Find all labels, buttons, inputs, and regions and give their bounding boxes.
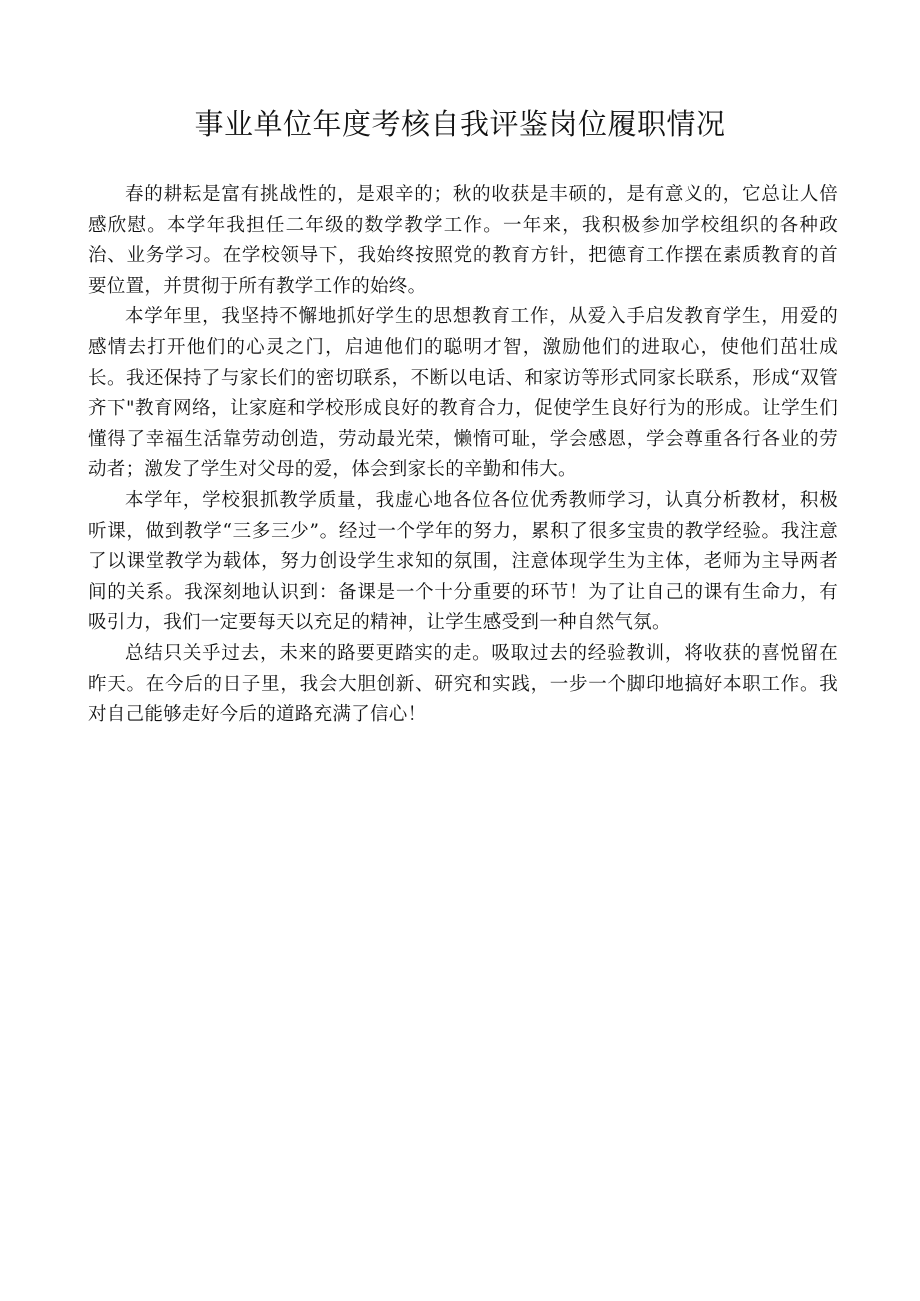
- document-title: 事业单位年度考核自我评鉴岗位履职情况: [194, 107, 726, 141]
- document-body: [88, 180, 838, 731]
- paragraph: 本学年里，我坚持不懈地抓好学生的思想教育工作，从爱入手启发教育学生，用爱的感情去打开他们的心灵之门，启迪他们的聪明才智，激励他们的进取心，使他们茁壮成长。我还保持了与家长们的密切联系，不断以电话、和家访等形式同家长联系，形成“双管齐下"教育网络，让家庭和学校形成良好的教育合力，促使学生良好行为的形成。让学生们懂得了幸福生活靠劳动创造，劳动最光荣，懒惰可耻，学会感恩，学会尊重各行各业的劳动者；激发了学生对父母的爱，体会到家长的辛勤和伟大。: [88, 306, 838, 481]
- paragraph: 春的耕耘是富有挑战性的，是艰辛的；秋的收获是丰硕的，是有意义的，它总让人倍感欣慰。本学年我担任二年级的数学教学工作。一年来，我积极参加学校组织的各种政治、业务学习。在学校领导下，我始终按照党的教育方针，把德育工作摆在素质教育的首要位置，并贯彻于所有教学工作的始终。: [88, 184, 838, 297]
- paragraph: 总结只关乎过去，未来的路要更踏实的走。吸取过去的经验教训，将收获的喜悦留在昨天。在今后的日子里，我会大胆创新、研究和实践，一步一个脚印地搞好本职工作。我对自己能够走好今后的道路充满了信心！: [88, 642, 838, 726]
- paragraph: 本学年，学校狠抓教学质量，我虚心地各位各位优秀教师学习，认真分析教材，积极听课，做到教学“三多三少”。经过一个学年的努力，累积了很多宝贵的教学经验。我注意了以课堂教学为载体，努力创设学生求知的氛围，注意体现学生为主体，老师为主导两者间的关系。我深刻地认识到：备课是一个十分重要的环节！为了让自己的课有生命力，有吸引力，我们一定要每天以充足的精神，让学生感受到一种自然气氛。: [88, 489, 838, 634]
